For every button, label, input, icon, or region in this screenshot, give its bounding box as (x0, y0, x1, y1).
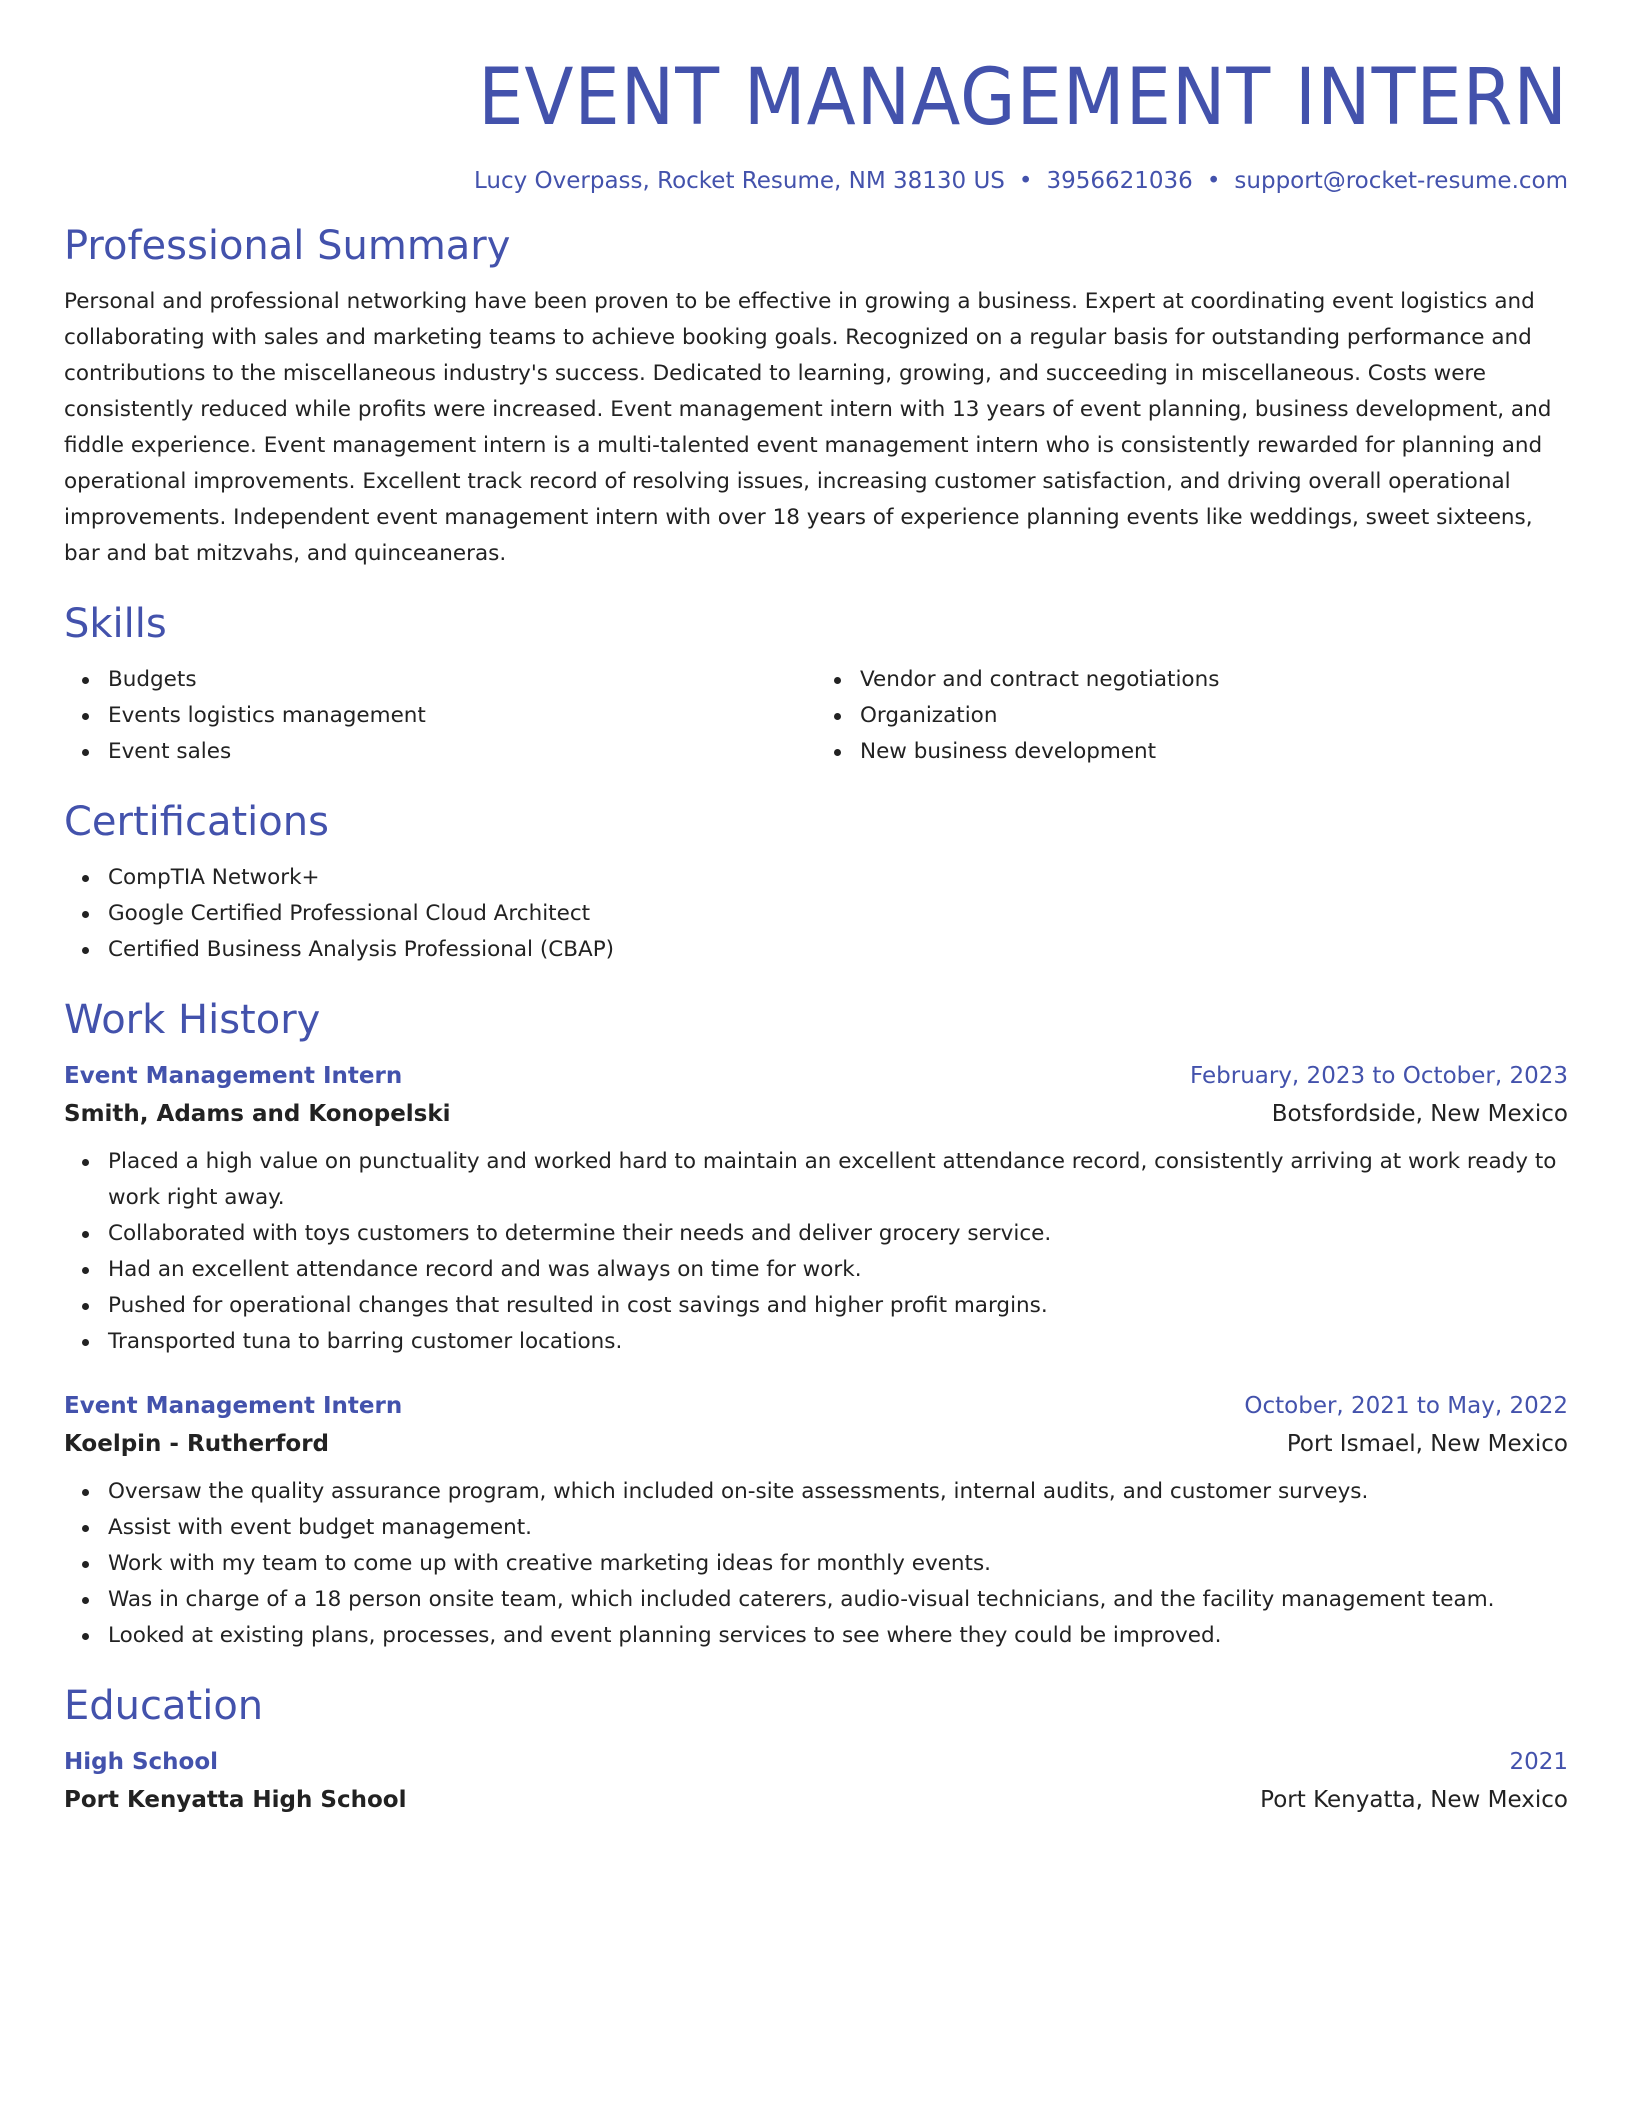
section-title-summary: Professional Summary (64, 222, 511, 269)
education-school-row (64, 1780, 1568, 1820)
summary-text: Personal and professional networking have been proven to be effective in growing a business. Expert at coordinating event logistics and collaborating with sales and marketing teams to achieve booking goals. Recognized on a regular basis for outstanding performance and contributions to the miscellaneous industry's success. Dedicated to learning, growing, and succeeding in miscellaneous. Costs were consistently reduced while profits were increased. Event management intern with 13 years of event planning, business development, and fiddle experience. Event management intern is a multi-talented event management intern who is consistently rewarded for planning and operational improvements. Excellent track record of resolving issues, increasing customer satisfaction, and driving overall operational improvements. Independent event management intern with over 18 years of experience planning events like weddings, sweet sixteens, bar and bat mitzvahs, and quinceaneras. (64, 288, 1552, 566)
contact-address: Lucy Overpass, Rocket Resume, NM 38130 US (473, 167, 1005, 194)
contact-phone: 3956621036 (1046, 167, 1193, 194)
skill-item: Event sales (108, 734, 816, 770)
certifications-list (64, 860, 1568, 968)
job-header-row (64, 1388, 1568, 1424)
job-bullets (64, 1144, 1568, 1360)
job-bullet: Pushed for operational changes that resulted in cost savings and higher profit margins. (108, 1288, 1568, 1324)
education-school: Port Kenyatta High School (64, 1786, 407, 1813)
skill-item: Vendor and contract negotiations (860, 662, 1568, 698)
work-history-section (64, 996, 1568, 1654)
job-header-row (64, 1058, 1568, 1094)
skill-item: Budgets (108, 662, 816, 698)
job-bullet: Was in charge of a 18 person onsite team, which included caterers, audio-visual technicians, and the facility management team. (108, 1582, 1568, 1618)
section-title-work-history: Work History (64, 996, 321, 1043)
job-bullet: Assist with event budget management. (108, 1510, 1568, 1546)
job-role: Event Management Intern (64, 1062, 403, 1089)
contact-email: support@rocket-resume.com (1234, 167, 1568, 194)
job-location: Botsfordside, New Mexico (1271, 1100, 1568, 1127)
job-entry (64, 1058, 1568, 1360)
job-location: Port Ismael, New Mexico (1286, 1430, 1568, 1457)
job-company-row (64, 1094, 1568, 1134)
certification-item: CompTIA Network+ (108, 860, 1568, 896)
skills-list-left (64, 662, 816, 770)
certification-item: Certified Business Analysis Professional (CBAP) (108, 932, 1568, 968)
contact-line (64, 168, 1568, 194)
job-company: Smith, Adams and Konopelski (64, 1100, 451, 1127)
section-title-certifications: Certifications (64, 798, 329, 845)
job-dates: February, 2023 to October, 2023 (1190, 1062, 1568, 1089)
section-title-education: Education (64, 1682, 264, 1729)
job-company: Koelpin - Rutherford (64, 1430, 329, 1457)
job-bullet: Work with my team to come up with creative marketing ideas for monthly events. (108, 1546, 1568, 1582)
job-entry (64, 1388, 1568, 1654)
job-bullet: Oversaw the quality assurance program, which included on-site assessments, internal audits, and customer surveys. (108, 1474, 1568, 1510)
education-year: 2021 (1509, 1748, 1568, 1775)
job-bullet: Looked at existing plans, processes, and event planning services to see where they could be improved. (108, 1618, 1568, 1654)
job-company-row (64, 1424, 1568, 1464)
contact-separator: • (1018, 167, 1033, 194)
resume-header (64, 53, 1568, 194)
contact-separator: • (1206, 167, 1221, 194)
job-bullet: Placed a high value on punctuality and worked hard to maintain an excellent attendance record, consistently arriving at work ready to work right away. (108, 1144, 1568, 1216)
skill-item: Events logistics management (108, 698, 816, 734)
job-bullet: Transported tuna to barring customer locations. (108, 1324, 1568, 1360)
education-location: Port Kenyatta, New Mexico (1260, 1786, 1568, 1813)
skill-item: Organization (860, 698, 1568, 734)
skills-list-right (816, 662, 1568, 770)
job-dates: October, 2021 to May, 2022 (1244, 1392, 1568, 1419)
education-degree: High School (64, 1748, 219, 1775)
job-title: EVENT MANAGEMENT INTERN (478, 53, 1568, 143)
job-bullet: Collaborated with toys customers to determine their needs and deliver grocery service. (108, 1216, 1568, 1252)
section-title-skills: Skills (64, 600, 167, 647)
certification-item: Google Certified Professional Cloud Architect (108, 896, 1568, 932)
skills-grid (64, 662, 1568, 770)
certifications-section (64, 798, 1568, 968)
job-role: Event Management Intern (64, 1392, 403, 1419)
education-section (64, 1682, 1568, 1820)
job-bullet: Had an excellent attendance record and was always on time for work. (108, 1252, 1568, 1288)
job-bullets (64, 1474, 1568, 1654)
skill-item: New business development (860, 734, 1568, 770)
education-header-row (64, 1744, 1568, 1780)
summary-section (64, 222, 1568, 572)
skills-section (64, 600, 1568, 770)
